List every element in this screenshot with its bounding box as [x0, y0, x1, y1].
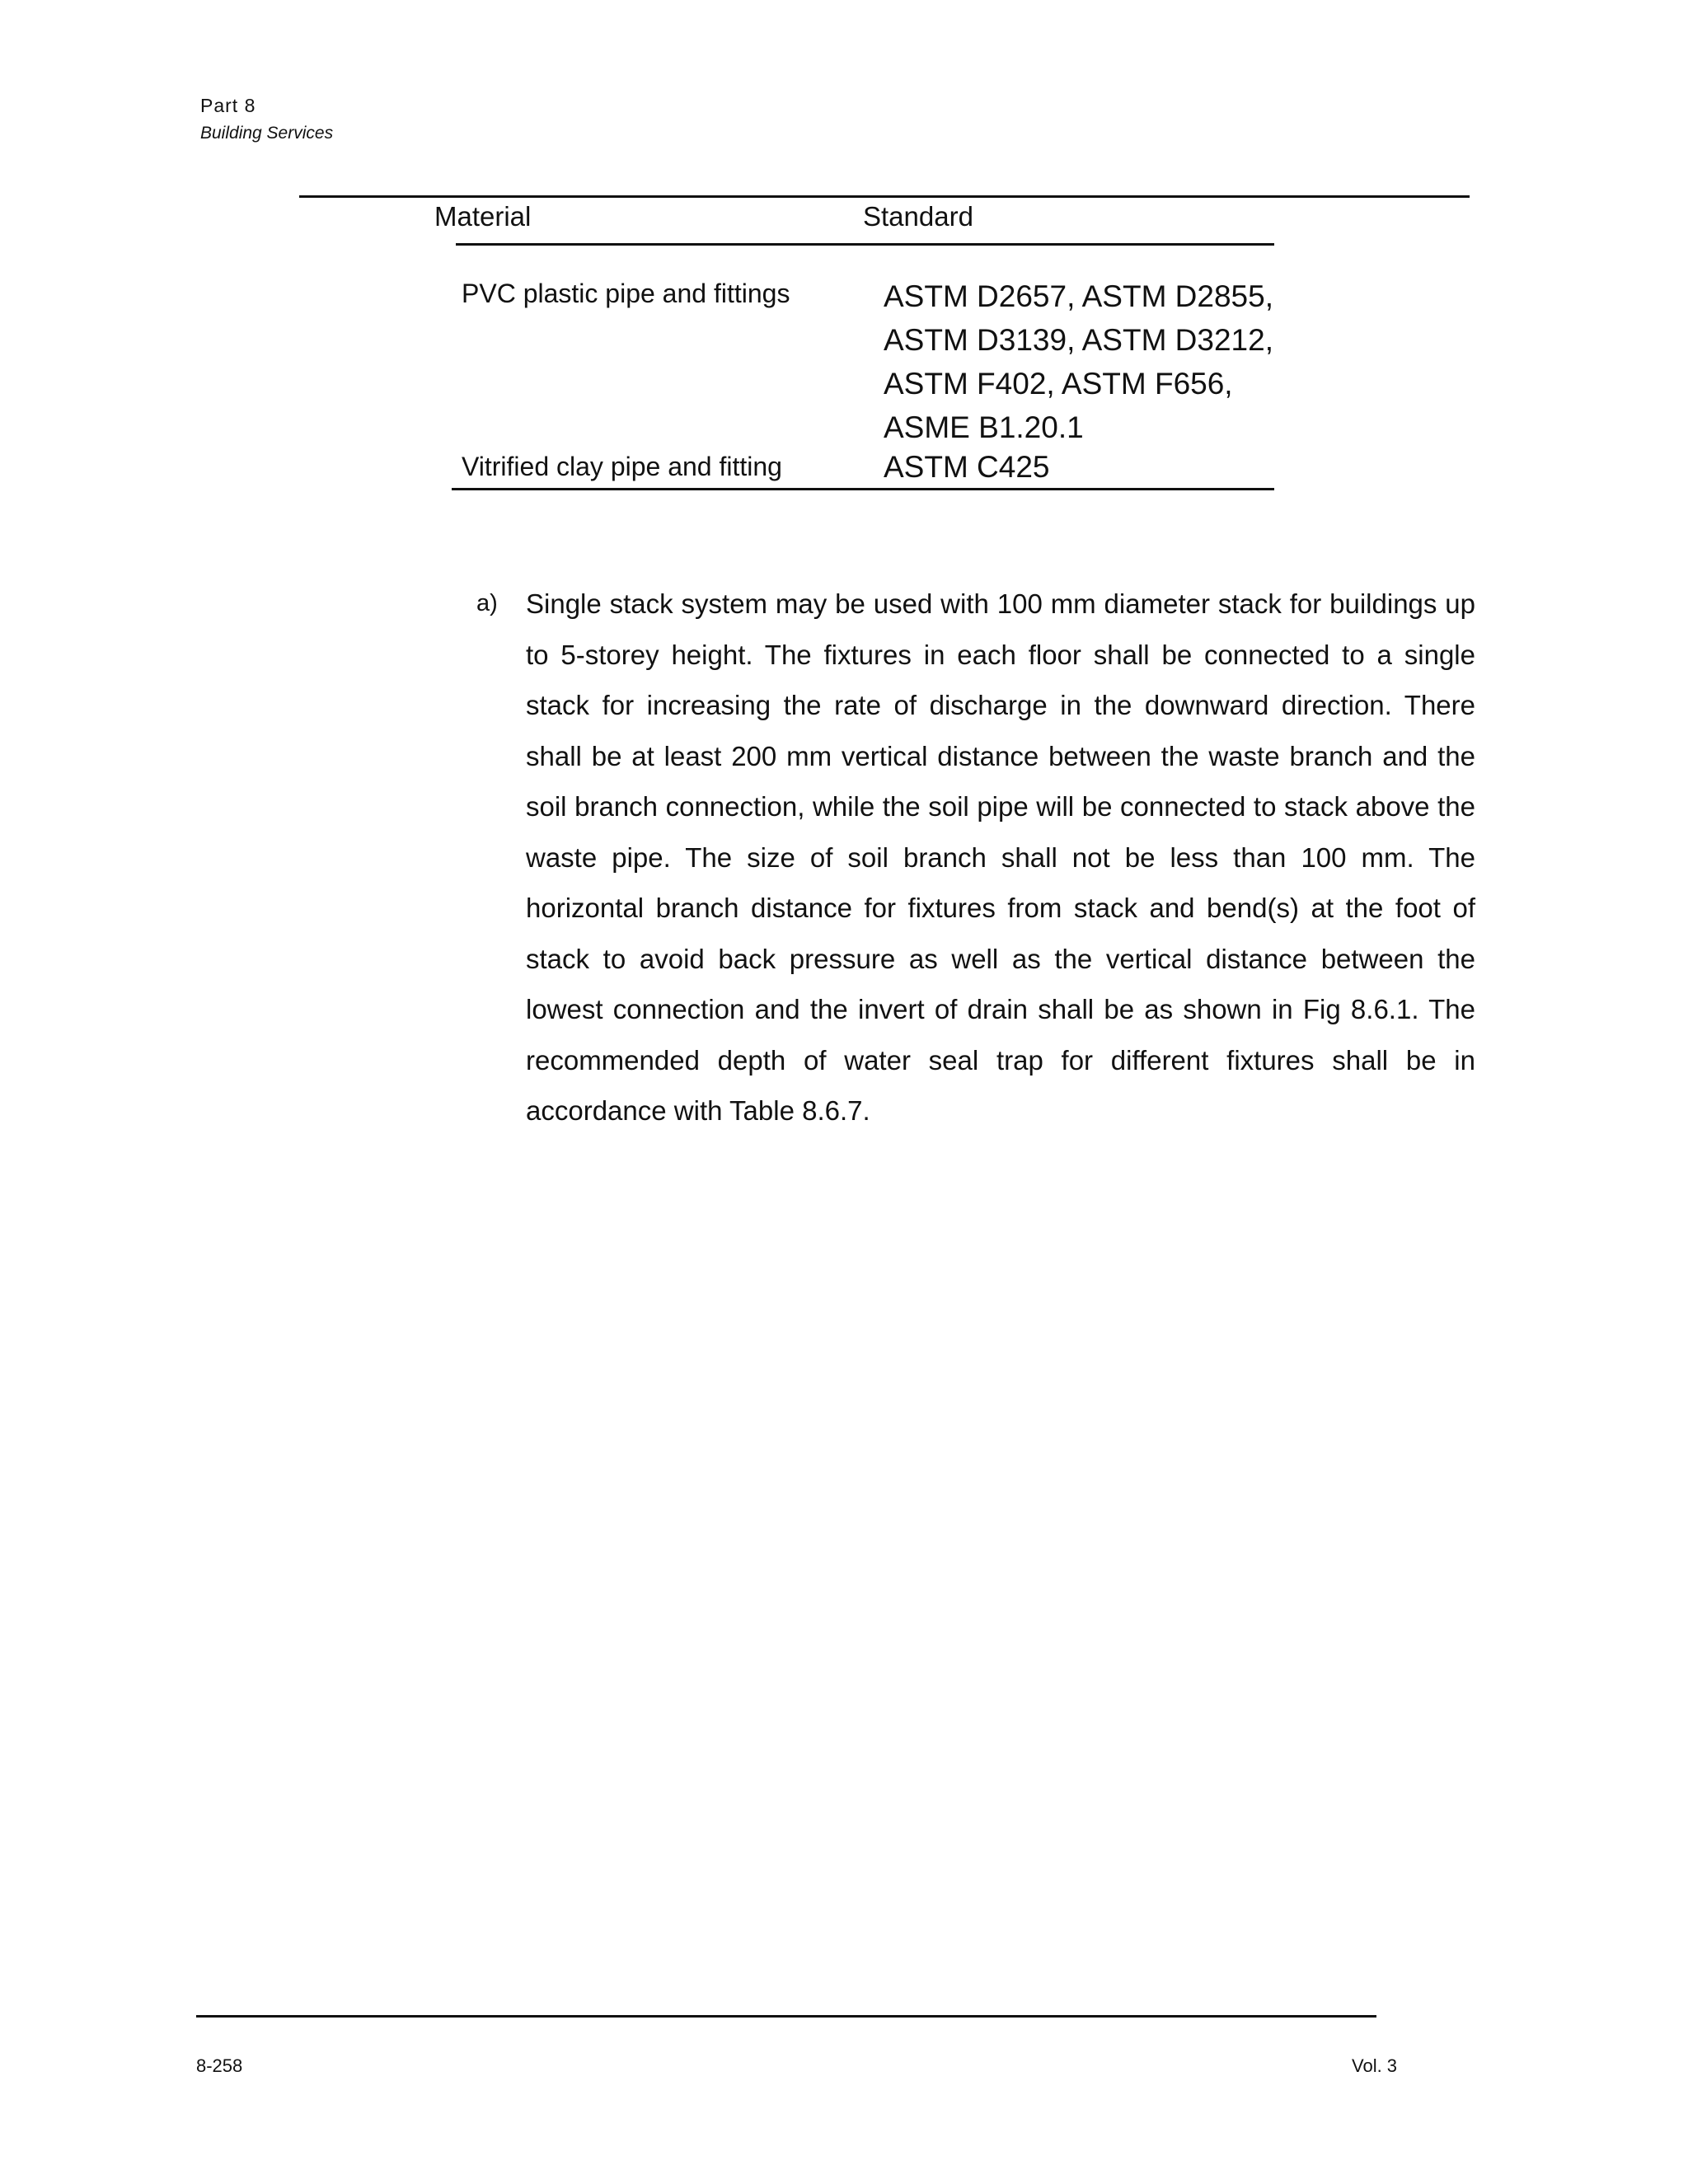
standard-line: ASTM D3139, ASTM D3212,: [884, 323, 1273, 357]
table-cell-standard: [884, 445, 1050, 489]
running-header-part: Part 8: [200, 95, 256, 116]
table-cell-material: PVC plastic pipe and fittings: [462, 279, 790, 308]
table-header-rule: [456, 243, 1274, 246]
footer-rule: [196, 2015, 1376, 2018]
list-marker: a): [476, 590, 498, 616]
table-top-rule-inner: [456, 195, 1274, 198]
standard-line: ASTM C425: [884, 450, 1050, 484]
running-header-section: Building Services: [200, 124, 334, 143]
table-cell-material: Vitrified clay pipe and fitting: [462, 452, 782, 481]
table-bottom-rule: [452, 488, 1274, 490]
page-number: 8-258: [196, 2055, 243, 2076]
standard-line: ASTM D2657, ASTM D2855,: [884, 279, 1273, 313]
standard-line: ASTM F402, ASTM F656,: [884, 367, 1233, 401]
column-header-standard: Standard: [863, 201, 973, 232]
standard-line: ASME B1.20.1: [884, 410, 1084, 444]
volume-label: Vol. 3: [1352, 2055, 1398, 2076]
paragraph-body: Single stack system may be used with 100 mm diameter stack for buildings up to 5-storey height. The fixtures in each floor shall be connected to a single stack for increasing the rate of discharge in the downward direction. There shall be at least 200 mm vertical distance between the waste branch and the soil branch connection, while the soil pipe will be connected to stack above the waste pipe. The size of soil branch shall not be less than 100 mm. The horizontal branch distance for fixtures from stack and bend(s) at the foot of stack to avoid back pressure as well as the vertical distance between the lowest connection and the invert of drain shall be as shown in Fig 8.6.1. The recommended depth of water seal trap for different fixtures shall be in accordance with Table 8.6.7.: [526, 588, 1475, 1126]
column-header-material: Material: [434, 201, 532, 232]
table-cell-standard: [884, 274, 1273, 449]
